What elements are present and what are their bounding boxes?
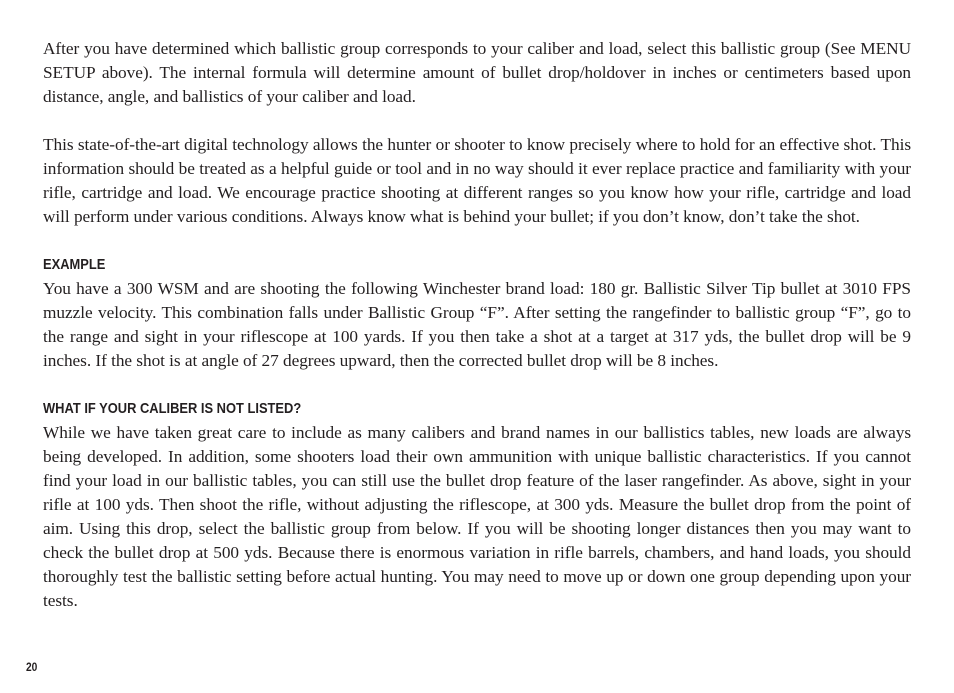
page-content [43, 37, 911, 613]
not-listed-paragraph: While we have taken great care to include as many calibers and brand names in our ballistics tables, new loads are always being developed. In addition, some shooters load their own ammunition with unique ballistic characteristics. If you cannot find your load in our ballistic tables, you can still use the bullet drop feature of the laser rangefinder. As above, sight in your rifle at 100 yds. Then shoot the rifle, without adjusting the riflescope, at 300 yds. Measure the bullet drop from the point of aim. Using this drop, select the ballistic group from below. If you will be shooting longer distances then you may want to check the bullet drop at 500 yds. Because there is enormous variation in rifle barrels, chambers, and hand loads, you should thoroughly test the ballistic setting before actual hunting. You may need to move up or down one group depending upon your tests. [43, 423, 911, 610]
technology-paragraph: This state-of-the-art digital technology allows the hunter or shooter to know precisely where to hold for an effective shot. This information should be treated as a helpful guide or tool and in no way should it ever replace practice and familiarity with your rifle, cartridge and load. We encourage practice shooting at different ranges so you know how your rifle, cartridge and load will perform under various conditions. Always know what is behind your bullet; if you don’t know, don’t take the shot. [43, 135, 911, 226]
intro-paragraph: After you have determined which ballistic group corresponds to your caliber and load, select this ballistic group (See MENU SETUP above). The internal formula will determine amount of bullet drop/holdover in inches or centimeters based upon distance, angle, and ballistics of your caliber and load. [43, 39, 911, 106]
example-paragraph: You have a 300 WSM and are shooting the following Winchester brand load: 180 gr. Ballistic Silver Tip bullet at 3010 FPS muzzle velocity. This combination falls under Ballistic Group “F”. After setting the rangefinder to ballistic group “F”, go to the range and sight in your riflescope at 100 yards. If you then take a shot at a target at 317 yds, the bullet drop will be 9 inches. If the shot is at angle of 27 degrees upward, then the corrected bullet drop will be 8 inches. [43, 279, 911, 370]
not-listed-heading: WHAT IF YOUR CALIBER IS NOT LISTED? [43, 400, 302, 417]
page-number: 20 [26, 660, 38, 674]
example-heading: EXAMPLE [43, 256, 106, 273]
